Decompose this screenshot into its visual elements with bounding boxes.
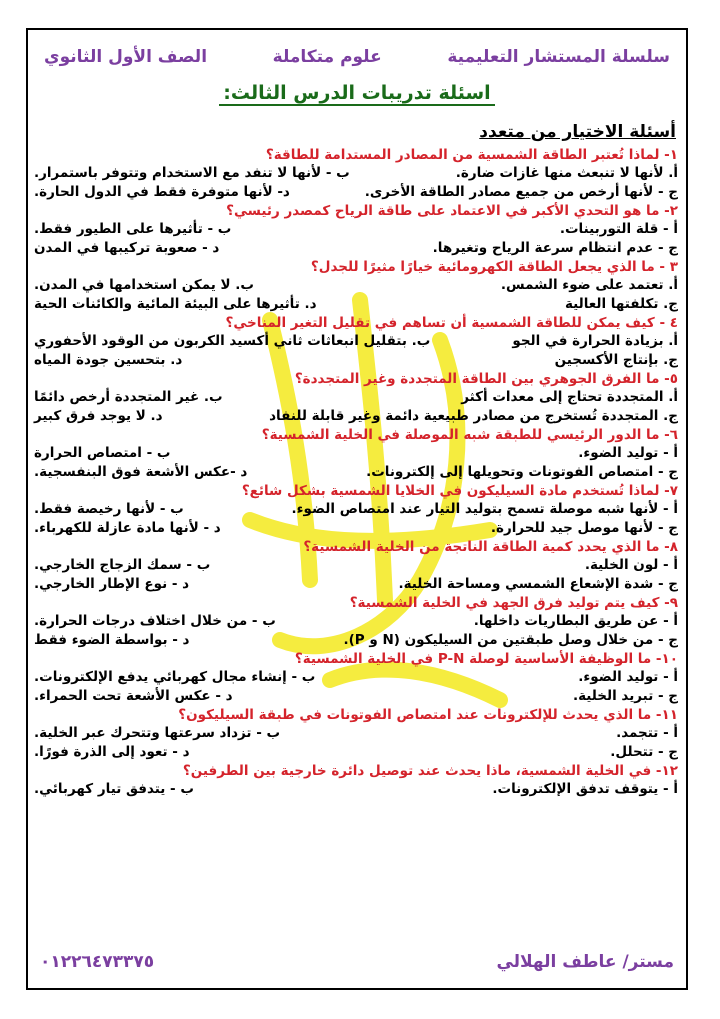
questions-list — [30, 146, 684, 799]
question-text: ٨- ما الذي يحدد كمية الطاقة الناتجة من الخلية الشمسية؟ — [303, 539, 678, 555]
option-b: ب - تزداد سرعتها وتتحرك عبر الخلية. — [34, 725, 281, 741]
question-text: ١٠- ما الوظيفة الأساسية لوصلة P-N في الخلية الشمسية؟ — [294, 651, 678, 667]
options-row — [34, 183, 678, 202]
option-d: د. تأثيرها على البيئة المائية والكائنات الحية — [34, 296, 317, 312]
question-block — [30, 650, 684, 706]
options-row — [34, 780, 678, 799]
option-b: ب - تأثيرها على الطيور فقط. — [34, 221, 232, 237]
options-row — [34, 519, 678, 538]
question-text: ٣ - ما الذي يجعل الطاقة الكهرومائية خيارًا مثيرًا للجدل؟ — [310, 259, 678, 275]
question-block — [30, 146, 684, 202]
option-b: ب - يتدفق تيار كهربائي. — [34, 781, 194, 797]
option-b: ب - من خلال اختلاف درجات الحرارة. — [34, 613, 276, 629]
question-block — [30, 370, 684, 426]
option-c: ج. المتجددة تُستخرج من مصادر طبيعية دائمة وغير قابلة للنفاد — [269, 408, 678, 424]
phone-number: ٠١٢٢٦٤٧٣٣٧٥ — [40, 952, 155, 972]
section-title: أسئلة الاختيار من متعدد — [479, 122, 676, 142]
options-row — [34, 556, 678, 575]
option-c: ج - لأنها موصل جيد للحرارة. — [490, 520, 678, 536]
option-b: ب - لأنها رخيصة فقط. — [34, 501, 184, 517]
question-text: ٤ - كيف يمكن للطاقة الشمسية أن تساهم في تقليل التغير المناخي؟ — [225, 315, 678, 331]
options-row — [34, 220, 678, 239]
options-row — [34, 463, 678, 482]
lesson-title: اسئلة تدريبات الدرس الثالث: — [219, 82, 494, 106]
option-b: ب. بتقليل انبعاثات ثاني أكسيد الكربون من الوقود الأحفوري — [34, 333, 431, 349]
options-row — [34, 239, 678, 258]
options-row — [34, 612, 678, 631]
option-a: أ. بزيادة الحرارة في الجو — [512, 333, 678, 349]
grade-level: الصف الأول الثانوي — [44, 47, 208, 67]
question-text: ١١- ما الذي يحدث للإلكترونات عند امتصاص الفوتونات في طبقة السيليكون؟ — [178, 707, 678, 723]
options-row — [34, 388, 678, 407]
option-a: أ - لون الخلية. — [584, 557, 678, 573]
page-header — [30, 34, 684, 80]
option-d: د - لأنها مادة عازلة للكهرباء. — [34, 520, 221, 536]
option-c: ج - عدم انتظام سرعة الرياح وتغيرها. — [432, 240, 678, 256]
option-c: ج - من خلال وصل طبقتين من السيليكون (N و P). — [343, 632, 678, 648]
option-b: ب - امتصاص الحرارة — [34, 445, 171, 461]
question-block — [30, 538, 684, 594]
question-block — [30, 706, 684, 762]
series-name: سلسلة المستشار التعليمية — [447, 47, 670, 67]
option-a: أ - توليد الضوء. — [578, 669, 678, 685]
question-text: ٦- ما الدور الرئيسي للطبقة شبه الموصلة في الخلية الشمسية؟ — [261, 427, 678, 443]
options-row — [34, 724, 678, 743]
teacher-name: مستر/ عاطف الهلالي — [496, 952, 674, 972]
option-d: د - عكس الأشعة تحت الحمراء. — [34, 688, 233, 704]
options-row — [34, 295, 678, 314]
option-c: ج - امتصاص الفوتونات وتحويلها إلى إلكترونات. — [366, 464, 678, 480]
question-text: ٢- ما هو التحدي الأكبر في الاعتماد على طاقة الرياح كمصدر رئيسي؟ — [226, 203, 678, 219]
option-a: أ. لأنها لا تنبعث منها غازات ضارة. — [455, 165, 678, 181]
question-block — [30, 482, 684, 538]
option-d: د- لأنها متوفرة فقط في الدول الحارة. — [34, 184, 290, 200]
option-d: د. لا يوجد فرق كبير — [34, 408, 163, 424]
option-d: د - تعود إلى الذرة فورًا. — [34, 744, 190, 760]
option-b: ب. لا يمكن استخدامها في المدن. — [34, 277, 254, 293]
option-a: أ. تعتمد على ضوء الشمس. — [500, 277, 678, 293]
question-block — [30, 314, 684, 370]
options-row — [34, 743, 678, 762]
question-text: ١٢- في الخلية الشمسية، ماذا يحدث عند توصيل دائرة خارجية بين الطرفين؟ — [182, 763, 678, 779]
question-text: ٩- كيف يتم توليد فرق الجهد في الخلية الشمسية؟ — [349, 595, 678, 611]
option-c: ج - لأنها أرخص من جميع مصادر الطاقة الأخرى. — [364, 184, 678, 200]
options-row — [34, 276, 678, 295]
option-b: ب. غير المتجددة أرخص دائمًا — [34, 389, 223, 405]
option-b: ب - لأنها لا تنفد مع الاستخدام وتتوفر باستمرار. — [34, 165, 350, 181]
options-row — [34, 332, 678, 351]
option-a: أ. المتجددة تحتاج إلى معدات أكثر — [461, 389, 678, 405]
question-block — [30, 258, 684, 314]
options-row — [34, 687, 678, 706]
option-a: أ - تتجمد. — [616, 725, 678, 741]
question-block — [30, 426, 684, 482]
page-footer — [40, 952, 674, 972]
page-content — [30, 34, 684, 972]
option-d: د - بواسطة الضوء فقط — [34, 632, 190, 648]
option-b: ب - سمك الزجاج الخارجي. — [34, 557, 211, 573]
option-a: أ - توليد الضوء. — [578, 445, 678, 461]
options-row — [34, 575, 678, 594]
options-row — [34, 351, 678, 370]
option-c: ج. بإنتاج الأكسجين — [554, 352, 678, 368]
option-d: د - صعوبة تركيبها في المدن — [34, 240, 220, 256]
question-block — [30, 594, 684, 650]
question-text: ٧- لماذا تُستخدم مادة السيليكون في الخلايا الشمسية بشكل شائع؟ — [241, 483, 678, 499]
option-d: د - نوع الإطار الخارجي. — [34, 576, 190, 592]
option-d: د -عكس الأشعة فوق البنفسجية. — [34, 464, 248, 480]
option-a: أ - يتوقف تدفق الإلكترونات. — [492, 781, 678, 797]
subject-name: علوم متكاملة — [272, 47, 382, 67]
option-a: أ - قلة التوربينات. — [559, 221, 678, 237]
options-row — [34, 631, 678, 650]
option-c: ج - تتحلل. — [610, 744, 678, 760]
option-b: ب - إنشاء مجال كهربائي يدفع الإلكترونات. — [34, 669, 316, 685]
options-row — [34, 407, 678, 426]
question-block — [30, 202, 684, 258]
option-c: ج. تكلفتها العالية — [564, 296, 678, 312]
options-row — [34, 668, 678, 687]
question-block — [30, 762, 684, 799]
option-c: ج - شدة الإشعاع الشمسي ومساحة الخلية. — [398, 576, 678, 592]
options-row — [34, 500, 678, 519]
options-row — [34, 444, 678, 463]
option-a: أ - عن طريق البطاريات داخلها. — [473, 613, 678, 629]
option-a: أ - لأنها شبه موصلة تسمح بتوليد التيار عند امتصاص الضوء. — [291, 501, 678, 517]
question-text: ١- لماذا تُعتبر الطاقة الشمسية من المصادر المستدامة للطاقة؟ — [265, 147, 678, 163]
option-d: د. بتحسين جودة المياه — [34, 352, 183, 368]
question-text: ٥- ما الفرق الجوهري بين الطاقة المتجددة وغير المتجددة؟ — [294, 371, 678, 387]
options-row — [34, 164, 678, 183]
option-c: ج - تبريد الخلية. — [572, 688, 678, 704]
